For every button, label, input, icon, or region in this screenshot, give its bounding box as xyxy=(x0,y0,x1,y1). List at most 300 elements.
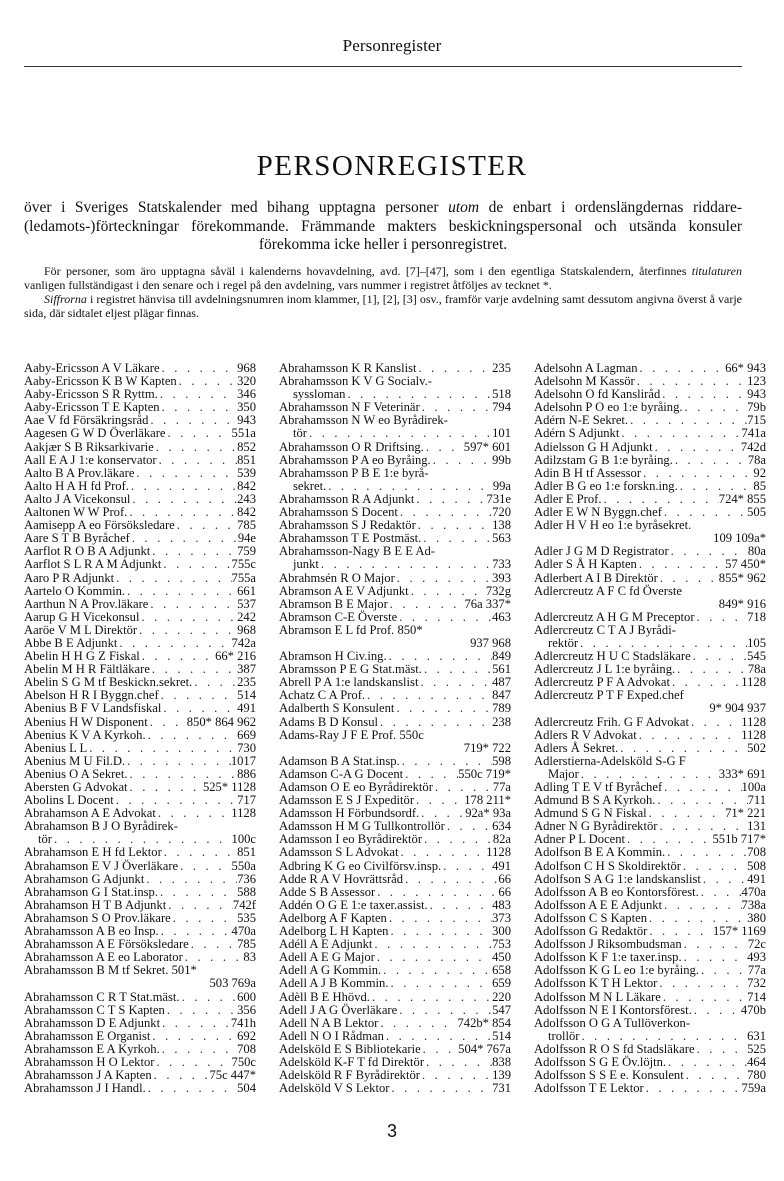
entry-name: Adolfsson K T H Lektor xyxy=(534,976,658,991)
leader-dots xyxy=(397,1004,492,1017)
entry-name: Abrahamson A E Advokat xyxy=(24,806,156,821)
entry-reference: 719* 722 xyxy=(463,740,511,755)
register-entry xyxy=(24,716,256,729)
entry-name: Adilzstam G B 1:e byråing. xyxy=(534,452,673,467)
register-entry xyxy=(279,873,511,886)
leader-dots xyxy=(678,480,754,493)
leader-dots xyxy=(137,624,237,637)
leader-dots xyxy=(699,964,748,977)
register-entry xyxy=(24,585,256,598)
entry-reference: 76a 337* xyxy=(464,596,511,611)
entry-name: Adolfsson S S E e. Konsulent xyxy=(534,1068,684,1083)
entry-name: Abenius B F V Landsfiskal xyxy=(24,701,162,716)
leader-dots xyxy=(403,873,498,886)
register-entry xyxy=(534,689,766,715)
entry-reference: 851 xyxy=(237,452,256,467)
leader-dots xyxy=(140,650,215,663)
entry-reference: 794 xyxy=(492,400,511,415)
register-entry xyxy=(24,441,256,454)
entry-reference: 738a xyxy=(741,897,766,912)
register-entry xyxy=(279,572,511,585)
entry-name: Adler S Å H Kapten xyxy=(534,557,637,572)
entry-reference: 356 xyxy=(237,1002,256,1017)
note-paragraph-1 xyxy=(24,264,742,292)
leader-dots xyxy=(695,611,748,624)
entry-reference: 77a xyxy=(747,963,766,978)
entry-reference: 789 xyxy=(492,701,511,716)
register-entry xyxy=(24,1030,256,1043)
entry-reference: 855* 962 xyxy=(718,570,766,585)
entry-reference: 83 xyxy=(243,950,256,965)
entry-reference: 393 xyxy=(492,570,511,585)
entry-reference: 851 xyxy=(237,845,256,860)
entry-name: Adolfsson M N L Läkare xyxy=(534,989,661,1004)
leader-dots xyxy=(384,1030,492,1043)
entry-reference: 937 968 xyxy=(470,635,511,650)
entry-name: Abramson H Civ.ing. xyxy=(279,649,387,664)
entry-reference: 503 769a xyxy=(209,976,256,991)
entry-name: Adler E Prof. xyxy=(534,491,602,506)
entry-reference: 505 xyxy=(747,505,766,520)
entry-name: Adelsköld R F Byrådirektör xyxy=(279,1068,420,1083)
note-paragraph-2 xyxy=(24,292,742,320)
leader-dots xyxy=(422,663,492,676)
entry-reference: 535 xyxy=(237,910,256,925)
leader-dots xyxy=(637,729,742,742)
leader-dots xyxy=(178,860,231,873)
entry-reference: 968 xyxy=(237,622,256,637)
entry-name: Aalto H A H fd Prof. xyxy=(24,478,129,493)
leader-dots xyxy=(388,925,492,938)
entry-name: Abbe B E Adjunkt xyxy=(24,635,118,650)
leader-dots xyxy=(157,454,238,467)
entry-reference: 842 xyxy=(237,478,256,493)
entry-reference: 1128 xyxy=(486,845,511,860)
entry-name: Abrahamsson A E eo Laborator xyxy=(24,950,183,965)
entry-name: Aarthun N A Prov.läkare xyxy=(24,596,149,611)
register-entry xyxy=(24,598,256,611)
register-entry xyxy=(24,755,256,768)
register-entry xyxy=(279,860,511,873)
entry-name: Adelborg A F Kapten xyxy=(279,910,387,925)
entry-name: Abrahamsson P B E 1:e byrå- xyxy=(279,465,429,480)
register-entry xyxy=(24,899,256,912)
entry-reference: 750c xyxy=(231,1054,256,1069)
entry-reference: 550c 719* xyxy=(458,766,511,781)
entry-reference: 968 xyxy=(237,361,256,375)
register-entry xyxy=(24,1017,256,1030)
entry-name: Abrahamsson A E Försöksledare xyxy=(24,937,189,952)
entry-reference: 551b 717* xyxy=(712,832,766,847)
entry-reference: 661 xyxy=(237,583,256,598)
entry-reference: 450 xyxy=(492,950,511,965)
leader-dots xyxy=(414,794,464,807)
entry-name: Abelin H H G Z Fiskal xyxy=(24,649,140,664)
entry-name: Abrahamsson-Nagy B E E Ad- xyxy=(279,544,435,559)
leader-dots xyxy=(307,427,492,440)
entry-reference: 470b xyxy=(740,1002,766,1017)
intro-paragraph xyxy=(24,199,742,255)
entry-reference: 631 xyxy=(747,1028,766,1043)
register-entry xyxy=(534,480,766,493)
entry-reference: 847 xyxy=(492,688,511,703)
leader-dots xyxy=(125,755,231,768)
entry-reference: 79b xyxy=(747,400,766,415)
leader-dots xyxy=(416,519,492,532)
entry-name: Abramsson P E G Stat.mäst. xyxy=(279,662,422,677)
register-entry xyxy=(24,742,256,755)
register-columns xyxy=(24,362,766,1095)
entry-reference: 732 xyxy=(747,976,766,991)
entry-reference: 598 xyxy=(492,753,511,768)
entry-name: Adelsohn P O eo 1:e byråing. xyxy=(534,400,683,415)
entry-reference: 547 xyxy=(492,1002,511,1017)
entry-reference: 138 xyxy=(492,518,511,533)
entry-name: Adlercreutz Frih. G F Advokat xyxy=(534,714,689,729)
register-entry xyxy=(534,572,766,585)
entry-name: Adams B D Konsul xyxy=(279,714,379,729)
entry-name: Adérn S Adjunkt xyxy=(534,426,620,441)
leader-dots xyxy=(171,912,237,925)
entry-name: Adolfsson G Redaktör xyxy=(534,924,648,939)
register-entry xyxy=(24,572,256,585)
register-entry xyxy=(24,846,256,859)
entry-reference: 759a xyxy=(741,1081,766,1096)
register-entry xyxy=(279,467,511,493)
entry-reference: 733 xyxy=(492,557,511,572)
entry-name: Aaro P R Adjunkt xyxy=(24,570,115,585)
register-entry xyxy=(534,467,766,480)
register-entry xyxy=(534,742,766,755)
leader-dots xyxy=(180,991,238,1004)
register-entry xyxy=(279,977,511,990)
entry-reference: 550a xyxy=(231,858,256,873)
register-entry xyxy=(279,598,511,611)
entry-name: Adolfsson A E E Adjunkt xyxy=(534,897,663,912)
entry-reference: 886 xyxy=(237,766,256,781)
entry-reference: 242 xyxy=(237,609,256,624)
entry-name: Abrahamsson D E Adjunkt xyxy=(24,1015,161,1030)
leader-dots xyxy=(87,742,237,755)
entry-reference: 66* 216 xyxy=(215,649,256,664)
leader-dots xyxy=(618,742,747,755)
leader-dots xyxy=(158,886,237,899)
entry-reference: 92 xyxy=(753,465,766,480)
intro-text-1: över i Sveriges Statskalender med bihang upptagna personer xyxy=(24,199,449,216)
register-entry xyxy=(24,1043,256,1056)
entry-reference: 373 xyxy=(492,910,511,925)
entry-name: Aaby-Ericsson T E Kapten xyxy=(24,400,160,415)
register-entry xyxy=(24,886,256,899)
entry-name: Adamsson H M G Tullkontrollör xyxy=(279,819,445,834)
entry-name: Adlercreutz A F C fd Överste xyxy=(534,583,682,598)
leader-dots xyxy=(144,873,237,886)
entry-name: Aaröe V M L Direktör xyxy=(24,622,138,637)
entry-reference: 77a xyxy=(492,780,511,794)
entry-reference: 561 xyxy=(492,662,511,677)
entry-name: Abramson E L fd Prof. 850* xyxy=(279,622,423,637)
entry-name: Adamson C-A G Docent xyxy=(279,766,404,781)
entry-name: Adolfsson A B eo Kontorsförest. xyxy=(534,884,699,899)
entry-reference: 742a xyxy=(231,635,256,650)
register-entry xyxy=(24,991,256,1004)
entry-name: Adlercreutz H U C Stadsläkare xyxy=(534,649,691,664)
entry-name-continuation: junkt xyxy=(293,557,319,572)
entry-reference: 464 xyxy=(747,1054,766,1069)
entry-name: Adlerbert A I B Direktör xyxy=(534,570,658,585)
entry-name: Aarup G H Vicekonsul xyxy=(24,609,140,624)
entry-name: Abelson H R I Byggn.chef xyxy=(24,688,159,703)
entry-name: Adolfsson R O S fd Stadsläkare xyxy=(534,1041,695,1056)
entry-name: Adamsson I eo Byrådirektör xyxy=(279,832,423,847)
register-entry xyxy=(24,427,256,440)
entry-reference: 491 xyxy=(492,858,511,873)
entry-name: Aall E A J 1:e konservator xyxy=(24,452,157,467)
intro-emphasis: utom xyxy=(448,199,480,216)
entry-reference: 597* 601 xyxy=(463,439,511,454)
leader-dots xyxy=(689,716,741,729)
entry-reference: 539 xyxy=(237,465,256,480)
entry-name: Aarflot R O B A Adjunkt xyxy=(24,544,151,559)
leader-dots xyxy=(683,401,748,414)
entry-reference: 849 xyxy=(492,649,511,664)
register-entry xyxy=(279,886,511,899)
entry-reference: 838 xyxy=(492,1054,511,1069)
leader-dots xyxy=(389,977,493,990)
entry-name: Aaby-Ericsson S R Ryttm. xyxy=(24,387,158,402)
entry-reference: 100c xyxy=(231,832,256,847)
entry-name: Adelsköld K-F T fd Direktör xyxy=(279,1054,425,1069)
entry-name: Adler H V H eo 1:e byråsekret. xyxy=(534,518,692,533)
entry-reference: 785 xyxy=(237,518,256,533)
entry-name: Adlers R V Advokat xyxy=(534,727,637,742)
leader-dots xyxy=(148,598,237,611)
note-2-text: i registret hänvisa till avdelningsnumren inom klammer, [1], [2], [3] osv., framför varje avdelning samt dessutom angivna överst å varje sida, där sidtalet eljest plägar finnas. xyxy=(24,292,742,320)
entry-reference: 711 xyxy=(747,793,766,808)
intro-text-2: de enbart i ordenslängdernas riddare-(ledamots-)förteckningar förekommande. Främmande makters beskickningspersonal och utsända konsuler förekomma icke heller i personregistret. xyxy=(24,199,742,253)
leader-dots xyxy=(372,938,492,951)
entry-name: Adolfsson T E Lektor xyxy=(534,1081,644,1096)
entry-reference: 123 xyxy=(747,374,766,389)
leader-dots xyxy=(395,572,492,585)
entry-reference: 600 xyxy=(237,989,256,1004)
leader-dots xyxy=(114,572,231,585)
entry-reference: 717 xyxy=(237,793,256,808)
entry-reference: 525* 1128 xyxy=(202,780,256,794)
leader-dots xyxy=(129,480,237,493)
register-entry xyxy=(534,716,766,729)
entry-reference: 493 xyxy=(747,950,766,965)
running-head-title: Personregister xyxy=(342,36,442,55)
entry-name: Abrahamsson T E Postmäst. xyxy=(279,531,422,546)
entry-name: Adolfson S A G 1:e landskanslist xyxy=(534,871,701,886)
entry-name: Aakjær S B Riksarkivarie xyxy=(24,439,154,454)
entry-reference: 849* 916 xyxy=(718,596,766,611)
leader-dots xyxy=(662,781,741,794)
entry-name: Addén O G E 1:e taxer.assist. xyxy=(279,897,428,912)
entry-name-continuation: tör xyxy=(38,832,52,847)
entry-name: Adelsohn M Kassör xyxy=(534,374,635,389)
entry-reference: 463 xyxy=(492,609,511,624)
entry-reference: 551a xyxy=(231,426,256,441)
entry-name: Adling T E V tf Byråchef xyxy=(534,780,663,794)
entry-name: Abrahamsson C R T Stat.mäst. xyxy=(24,989,180,1004)
entry-reference: 72c xyxy=(747,937,766,952)
entry-name: Adelsköld V S Lektor xyxy=(279,1081,390,1096)
leader-dots xyxy=(162,846,237,859)
register-column-3 xyxy=(534,362,766,1095)
leader-dots xyxy=(441,860,492,873)
register-entry xyxy=(24,558,256,571)
register-entry xyxy=(279,702,511,715)
entry-name: Abrahamsson C T S Kapten xyxy=(24,1002,165,1017)
entry-name: Adolfsson K F 1:e taxer.insp. xyxy=(534,950,682,965)
leader-dots xyxy=(159,689,237,702)
entry-reference: 732g xyxy=(485,583,511,598)
entry-name: Adlercreutz A H G M Preceptor xyxy=(534,609,695,624)
entry-name: Adelsohn O fd Kansliråd xyxy=(534,387,661,402)
entry-name: Aalto B A Prov.läkare xyxy=(24,465,135,480)
entry-reference: 470a xyxy=(741,884,766,899)
entry-name: Abrahamson S O Prov.läkare xyxy=(24,910,171,925)
entry-name: Abrahamsson O R Driftsing. xyxy=(279,439,424,454)
entry-name: Adner N G Byrådirektör xyxy=(534,819,658,834)
leader-dots xyxy=(150,545,237,558)
leader-dots xyxy=(628,414,747,427)
register-entry xyxy=(534,441,766,454)
entry-reference: 659 xyxy=(492,976,511,991)
register-entry xyxy=(24,964,256,990)
entry-reference: 131 xyxy=(747,819,766,834)
entry-reference: 755a xyxy=(231,570,256,585)
leader-dots xyxy=(326,480,493,493)
entry-name: Adamson O E eo Byrådirektör xyxy=(279,780,433,794)
entry-name: Adler E W N Byggn.chef xyxy=(534,505,662,520)
entry-name: Aaby-Ericsson K B W Kapten xyxy=(24,374,177,389)
entry-reference: 1128 xyxy=(231,806,256,821)
leader-dots xyxy=(177,375,237,388)
entry-reference: 80a xyxy=(747,544,766,559)
entry-reference: 525 xyxy=(747,1041,766,1056)
entry-name: Abrahamson E H fd Lektor xyxy=(24,845,162,860)
entry-reference: 350 xyxy=(237,400,256,415)
entry-reference: 57 450* xyxy=(725,557,766,572)
leader-dots xyxy=(175,519,237,532)
entry-name: Adamsson E S J Expeditör xyxy=(279,793,415,808)
entry-reference: 387 xyxy=(237,662,256,677)
register-entry xyxy=(24,860,256,873)
entry-reference: 71* 221 xyxy=(725,806,766,821)
entry-reference: 487 xyxy=(492,675,511,690)
register-entry xyxy=(24,480,256,493)
entry-name: Abrahamsson J I Handl. xyxy=(24,1081,146,1096)
entry-name-continuation: trollör xyxy=(548,1028,580,1043)
entry-reference: 508 xyxy=(747,858,766,873)
entry-name: Adèll B E Hhövd. xyxy=(279,989,370,1004)
register-entry xyxy=(279,441,511,454)
register-entry xyxy=(24,1082,256,1095)
register-entry xyxy=(279,755,511,768)
entry-name: Abenius L L xyxy=(24,740,88,755)
entry-name: Adell J A G Överläkare xyxy=(279,1002,398,1017)
leader-dots xyxy=(647,807,725,820)
entry-name: Adlercreutz P F A Advokat xyxy=(534,675,670,690)
header-divider xyxy=(24,66,742,67)
entry-name: Adamsson H Förbundsordf. xyxy=(279,806,420,821)
entry-name: Abrahamson G Adjunkt xyxy=(24,871,145,886)
entry-name: Abenius K V A Kyrkoh. xyxy=(24,727,146,742)
register-entry xyxy=(279,624,511,650)
leader-dots xyxy=(165,1004,237,1017)
register-entry xyxy=(279,846,511,859)
entry-name: Abramson B E Major xyxy=(279,596,388,611)
entry-reference: 1017 xyxy=(230,753,256,768)
entry-reference: 842 xyxy=(237,505,256,520)
entry-name: Abrahamsson K V G Socialv.- xyxy=(279,374,432,389)
register-entry xyxy=(279,1043,511,1056)
register-entry xyxy=(534,1017,766,1043)
entry-reference: 731 xyxy=(492,1081,511,1096)
entry-name: Adams-Ray J F E Prof. 550c xyxy=(279,727,424,742)
entry-name: Admund B S A Kyrkoh. xyxy=(534,793,656,808)
page-number: 3 xyxy=(386,1121,397,1141)
entry-reference: 720 xyxy=(492,505,511,520)
leader-dots xyxy=(397,611,492,624)
leader-dots xyxy=(128,781,203,794)
entry-name: Adde S B Assessor xyxy=(279,884,376,899)
entry-reference: 759 xyxy=(237,544,256,559)
entry-reference: 346 xyxy=(237,387,256,402)
leader-dots xyxy=(148,716,187,729)
register-entry xyxy=(534,755,766,781)
leader-dots xyxy=(134,467,237,480)
leader-dots xyxy=(619,427,741,440)
register-entry xyxy=(24,611,256,624)
entry-reference: 178 211* xyxy=(464,793,511,808)
entry-name: Abrahamsson S J Redaktör xyxy=(279,518,416,533)
entry-name: Adolfson C H S Skoldirektör xyxy=(534,858,681,873)
entry-name: Aartelo O Kommin. xyxy=(24,583,126,598)
register-entry xyxy=(279,716,511,729)
leader-dots xyxy=(699,886,742,899)
entry-name: Abersten G Advokat xyxy=(24,780,128,794)
leader-dots xyxy=(418,676,492,689)
entry-reference: 742f xyxy=(232,897,256,912)
entry-reference: 692 xyxy=(237,1028,256,1043)
entry-reference: 238 xyxy=(492,714,511,729)
entry-name: Adell N O I Rådman xyxy=(279,1028,384,1043)
register-entry xyxy=(534,729,766,742)
register-entry xyxy=(534,886,766,899)
register-entry xyxy=(534,899,766,912)
note-1-text-a: För personer, som äro upptagna såväl i kalenderns hovavdelning, avd. [7]–[47], som i den egentliga Statskalendern, återfinnes xyxy=(44,264,692,278)
leader-dots xyxy=(375,951,492,964)
entry-reference: 724* 855 xyxy=(718,491,766,506)
entry-name: Adéll A E Adjunkt xyxy=(279,937,373,952)
entry-name: Abrahamsson K R Kanslist xyxy=(279,361,417,375)
entry-name: Adalberth S Konsulent xyxy=(279,701,395,716)
entry-reference: 715 xyxy=(747,413,766,428)
entry-name: Adolfsson S G E Öv.löjtn. xyxy=(534,1054,667,1069)
leader-dots xyxy=(154,441,237,454)
leader-dots xyxy=(682,938,748,951)
leader-dots xyxy=(684,1069,747,1082)
register-entry xyxy=(534,846,766,859)
entry-name: Abrahmsén R O Major xyxy=(279,570,395,585)
entry-reference: 300 xyxy=(492,924,511,939)
entry-reference: 504 xyxy=(237,1081,256,1096)
entry-name: Abrahamsson A B eo Insp. xyxy=(24,924,159,939)
